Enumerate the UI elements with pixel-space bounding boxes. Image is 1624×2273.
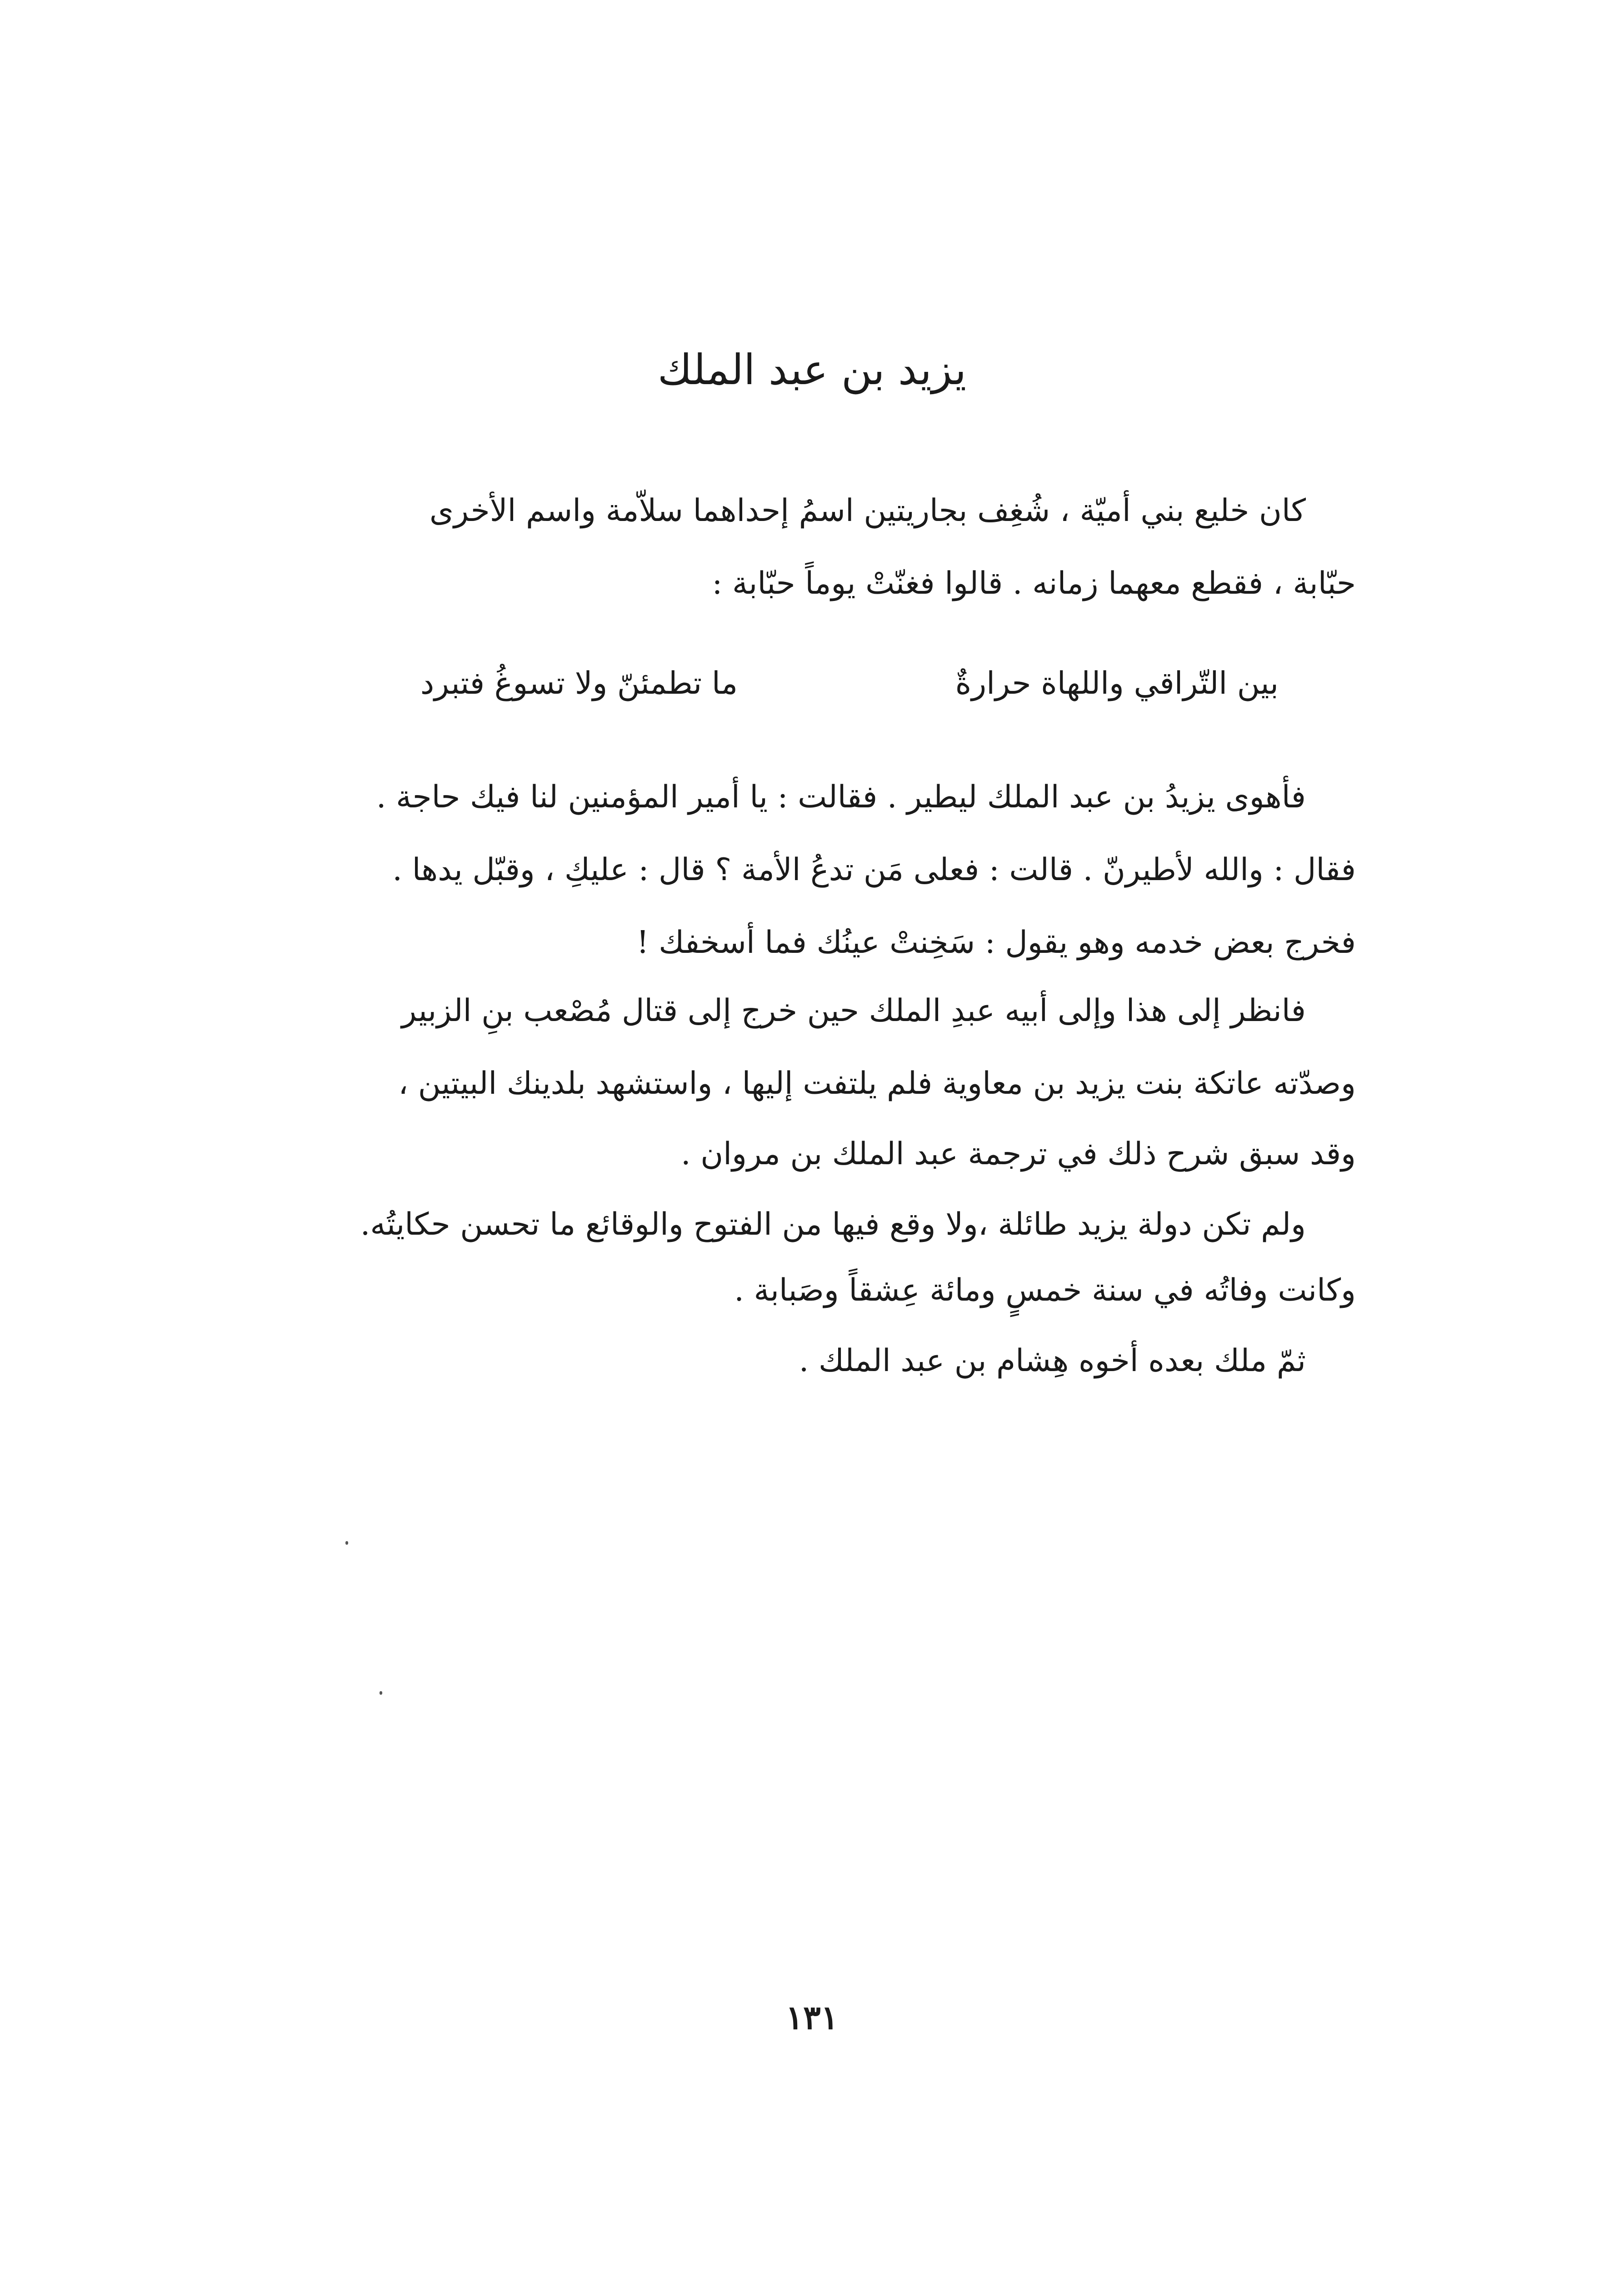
paragraph-1-line-1: كان خليع بني أميّة ، شُغِف بجاريتين اسمُ إحداهما سلاّمة واسم الأخرى bbox=[429, 493, 1306, 529]
paragraph-2-line-1: فأهوى يزيدُ بن عبد الملك ليطير . فقالت : يا أمير المؤمنين لنا فيك حاجة . bbox=[376, 779, 1306, 815]
scan-speck bbox=[345, 1541, 348, 1545]
paragraph-4-line-2: وكانت وفاتُه في سنة خمسٍ ومائة عِشقاً وصَبابة . bbox=[734, 1272, 1356, 1308]
verse-hemistich-1: بين التّراقي واللهاة حرارةٌ bbox=[955, 666, 1279, 701]
page-number: ١٣١ bbox=[785, 1998, 839, 2037]
page-title: يزيد بن عبد الملك bbox=[657, 345, 967, 394]
paragraph-5-line-1: ثمّ ملك بعده أخوه هِشام بن عبد الملك . bbox=[799, 1343, 1306, 1379]
paragraph-3-line-2: وصدّته عاتكة بنت يزيد بن معاوية فلم يلتفت إليها ، واستشهد بلدينك البيتين ، bbox=[398, 1066, 1356, 1101]
verse-hemistich-2: ما تطمئنّ ولا تسوغُ فتبرد bbox=[420, 666, 738, 701]
paragraph-1-line-2: حبّابة ، فقطع معهما زمانه . قالوا فغنّتْ يوماً حبّابة : bbox=[712, 566, 1356, 601]
paragraph-3-line-3: وقد سبق شرح ذلك في ترجمة عبد الملك بن مروان . bbox=[681, 1136, 1356, 1172]
paragraph-3-line-1: فانظر إلى هذا وإلى أبيه عبدِ الملك حين خرج إلى قتال مُصْعب بنِ الزبير bbox=[401, 993, 1306, 1029]
paragraph-2-line-2: فقال : والله لأطيرنّ . قالت : فعلى مَن تدعُ الأمة ؟ قال : عليكِ ، وقبّل يدها . bbox=[392, 852, 1356, 888]
paragraph-4-line-1: ولم تكن دولة يزيد طائلة ،ولا وقع فيها من الفتوح والوقائع ما تحسن حكايتُه. bbox=[360, 1207, 1306, 1242]
paragraph-2-line-3: فخرج بعض خدمه وهو يقول : سَخِنتْ عينُك فما أسخفك ! bbox=[636, 925, 1356, 961]
scan-speck bbox=[380, 1691, 382, 1695]
